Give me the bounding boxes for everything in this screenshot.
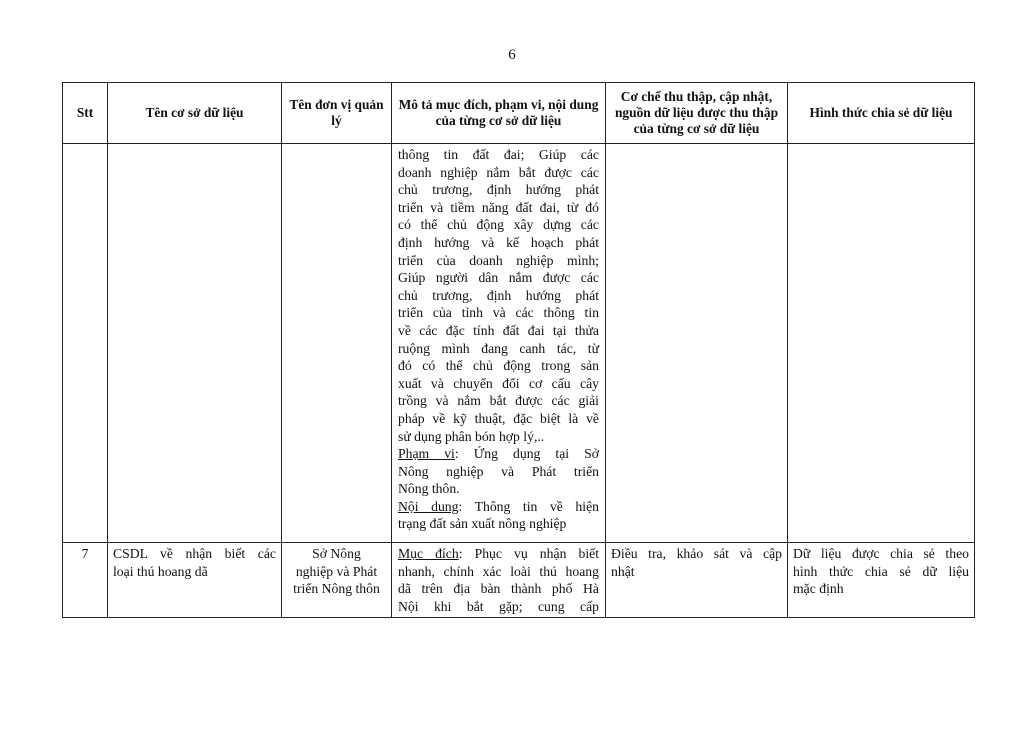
cell-name-empty — [108, 144, 282, 543]
unit-line: nghiệp và Phát — [295, 563, 378, 579]
scope-line: Nông thôn. — [398, 481, 460, 497]
cell-unit-empty — [282, 144, 392, 543]
scope-label: Phạm vi — [398, 446, 455, 462]
description-line: triển của doanh nghiệp mình; — [398, 252, 599, 268]
cell-mechanism-empty — [606, 144, 788, 543]
header-collection-mechanism: Cơ chế thu thập, cập nhật, nguồn dữ liệu được thu thập của từng cơ sở dữ liệu — [606, 83, 788, 144]
sharing-line: Dữ liệu được chia sẻ theo — [793, 546, 969, 561]
purpose-text: : Phục vụ nhận biết — [458, 546, 600, 561]
header-row — [63, 83, 975, 144]
description-line: sử dụng phân bón hợp lý,.. — [398, 428, 545, 444]
cell-purpose — [392, 543, 606, 618]
name-line: CSDL về nhận biết các — [113, 546, 276, 561]
header-description: Mô tả mục đích, phạm vi, nội dung của từng cơ sở dữ liệu — [392, 83, 606, 144]
scope-line: Nông nghiệp và Phát triển — [398, 463, 599, 479]
page-number: 6 — [508, 47, 516, 63]
cell-sharing-form — [788, 543, 975, 618]
description-line: triển của tỉnh và các thông tin — [398, 305, 599, 321]
header-database-name: Tên cơ sở dữ liệu — [108, 83, 282, 144]
content-line: trạng đất sản xuất nông nghiệp — [398, 516, 567, 532]
description-line: xuất và chuyển đổi cơ cấu cây — [398, 375, 599, 391]
description-line: pháp về kỹ thuật, đặc biệt là về — [398, 410, 599, 426]
purpose-line — [398, 545, 599, 563]
cell-stt: 7 — [63, 543, 108, 618]
purpose-line: dã trên địa bàn thành phố Hà — [398, 581, 599, 597]
description-line: trồng và nắm bắt được các giải — [398, 393, 599, 409]
purpose-line: nhanh, chính xác loài thú hoang — [398, 563, 599, 579]
header-management-unit: Tên đơn vị quản lý — [282, 83, 392, 144]
description-line: thông tin đất đai; Giúp các — [398, 147, 599, 162]
table-row-continued — [63, 144, 975, 543]
sharing-line: hình thức chia sẻ dữ liệu — [793, 563, 969, 579]
description-line: về các đặc tính đất đai tại thửa — [398, 322, 599, 338]
description-line: định hướng và kế hoạch phát — [398, 234, 599, 250]
description-line: doanh nghiệp nắm bắt được các — [398, 164, 599, 180]
cell-database-name — [108, 543, 282, 618]
description-line: chủ trương, định hướng phát — [398, 182, 599, 198]
unit-line: Sở Nông — [312, 546, 361, 561]
cell-sharing-empty — [788, 144, 975, 543]
description-line: chủ trương, định hướng phát — [398, 287, 599, 303]
content-text: : Thông tin về hiện — [458, 498, 599, 514]
mechanism-line: Điều tra, khảo sát và cập — [611, 546, 782, 561]
purpose-line: Nội khi bắt gặp; cung cấp — [398, 598, 599, 614]
purpose-label: Mục đích — [398, 546, 459, 561]
sharing-line: mặc định — [793, 581, 844, 597]
description-line: triển và tiềm năng đất đai, từ đó — [398, 199, 599, 215]
table-row-7 — [63, 543, 975, 618]
scope-text: : Ứng dụng tại Sở — [454, 446, 599, 462]
cell-description-continued — [392, 144, 606, 543]
cell-management-unit — [282, 543, 392, 618]
content-line — [398, 498, 599, 516]
cell-stt-empty — [63, 144, 108, 543]
cell-collection-mechanism — [606, 543, 788, 618]
unit-line: triển Nông thôn — [293, 581, 380, 597]
description-line: ruộng mình đang canh tác, từ — [398, 340, 599, 356]
header-sharing-form: Hình thức chia sẻ dữ liệu — [788, 83, 975, 144]
database-table — [62, 82, 975, 618]
description-line: có thể chủ động xây dựng các — [398, 217, 599, 233]
description-line: Giúp người dân nắm được các — [398, 270, 599, 286]
name-line: loại thú hoang dã — [113, 563, 208, 579]
content-label: Nội dung — [398, 498, 459, 514]
header-stt: Stt — [63, 83, 108, 144]
description-line: đó có thể chủ động trong sản — [398, 358, 599, 374]
mechanism-line: nhật — [611, 563, 635, 579]
scope-line — [398, 445, 599, 463]
